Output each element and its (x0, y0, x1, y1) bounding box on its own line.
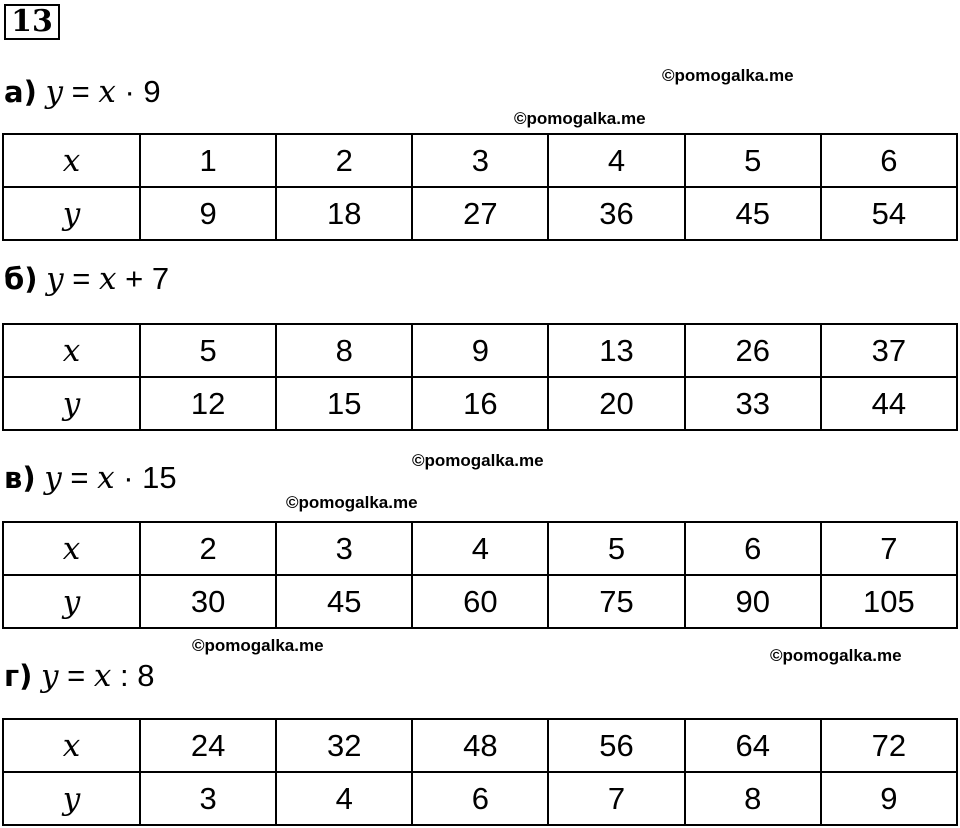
operator: · (123, 460, 134, 495)
argument-var: x (99, 261, 117, 297)
y-header-cell: y (3, 187, 140, 240)
y-value-cell: 4 (276, 772, 412, 825)
x-value-cell: 26 (685, 324, 821, 377)
equals-sign: = (72, 261, 91, 296)
y-value-cell: 60 (412, 575, 548, 628)
y-value-cell: 9 (821, 772, 957, 825)
y-value-cell: 54 (821, 187, 957, 240)
table-row-y (3, 377, 957, 430)
x-value-cell: 37 (821, 324, 957, 377)
x-value-cell: 64 (685, 719, 821, 772)
operator: + (125, 261, 144, 296)
y-value-cell: 45 (276, 575, 412, 628)
x-value-cell: 3 (276, 522, 412, 575)
function-var: y (41, 658, 59, 694)
x-value-cell: 7 (821, 522, 957, 575)
y-header-cell: y (3, 377, 140, 430)
part-v-heading (4, 458, 177, 498)
x-value-cell: 5 (140, 324, 276, 377)
table-row-y (3, 575, 957, 628)
x-header-cell: x (3, 324, 140, 377)
part-g-table (2, 718, 958, 826)
table-row-x (3, 134, 957, 187)
argument-var: x (98, 74, 116, 110)
part-v-table (2, 521, 958, 629)
equals-sign: = (70, 460, 89, 495)
y-value-cell: 6 (412, 772, 548, 825)
y-header-cell: y (3, 575, 140, 628)
watermark: ©pomogalka.me (514, 109, 646, 128)
x-value-cell: 5 (548, 522, 684, 575)
function-var: y (44, 460, 62, 496)
exercise-number: 13 (4, 4, 60, 40)
equals-sign: = (71, 74, 90, 109)
x-value-cell: 13 (548, 324, 684, 377)
x-value-cell: 4 (548, 134, 684, 187)
x-value-cell: 8 (276, 324, 412, 377)
watermark: ©pomogalka.me (770, 646, 902, 665)
watermark: ©pomogalka.me (662, 66, 794, 85)
x-header-cell: x (3, 719, 140, 772)
y-value-cell: 16 (412, 377, 548, 430)
argument-var: x (97, 460, 115, 496)
equals-sign: = (67, 658, 86, 693)
x-header-cell: x (3, 522, 140, 575)
part-label: а) (4, 75, 37, 109)
x-value-cell: 5 (685, 134, 821, 187)
y-value-cell: 20 (548, 377, 684, 430)
y-value-cell: 45 (685, 187, 821, 240)
watermark: ©pomogalka.me (412, 451, 544, 470)
y-value-cell: 75 (548, 575, 684, 628)
x-value-cell: 6 (685, 522, 821, 575)
table-row-x (3, 324, 957, 377)
table-row-y (3, 187, 957, 240)
part-g-heading (4, 656, 155, 696)
y-value-cell: 9 (140, 187, 276, 240)
part-b-heading (4, 259, 169, 299)
x-value-cell: 48 (412, 719, 548, 772)
function-var: y (45, 74, 63, 110)
y-value-cell: 8 (685, 772, 821, 825)
table-row-y (3, 772, 957, 825)
x-value-cell: 56 (548, 719, 684, 772)
y-value-cell: 105 (821, 575, 957, 628)
y-header-cell: y (3, 772, 140, 825)
x-header-cell: x (3, 134, 140, 187)
x-value-cell: 9 (412, 324, 548, 377)
operand: 15 (142, 460, 177, 495)
y-value-cell: 36 (548, 187, 684, 240)
watermark: ©pomogalka.me (192, 636, 324, 655)
y-value-cell: 33 (685, 377, 821, 430)
part-a-table (2, 133, 958, 241)
x-value-cell: 2 (276, 134, 412, 187)
x-value-cell: 24 (140, 719, 276, 772)
argument-var: x (93, 658, 112, 694)
y-value-cell: 90 (685, 575, 821, 628)
x-value-cell: 72 (821, 719, 957, 772)
x-value-cell: 3 (412, 134, 548, 187)
x-value-cell: 32 (276, 719, 412, 772)
y-value-cell: 44 (821, 377, 957, 430)
y-value-cell: 3 (140, 772, 276, 825)
part-a-heading (4, 72, 161, 112)
table-row-x (3, 522, 957, 575)
y-value-cell: 27 (412, 187, 548, 240)
y-value-cell: 18 (276, 187, 412, 240)
x-value-cell: 1 (140, 134, 276, 187)
operator: · (124, 74, 135, 109)
x-value-cell: 4 (412, 522, 548, 575)
watermark: ©pomogalka.me (286, 493, 418, 512)
part-label: г) (4, 659, 33, 693)
y-value-cell: 7 (548, 772, 684, 825)
operand: 7 (151, 261, 170, 296)
function-var: y (46, 261, 64, 297)
operator: : (120, 658, 129, 693)
part-label: б) (4, 262, 38, 296)
y-value-cell: 15 (276, 377, 412, 430)
part-b-table (2, 323, 958, 431)
x-value-cell: 2 (140, 522, 276, 575)
y-value-cell: 12 (140, 377, 276, 430)
part-label: в) (4, 461, 36, 495)
table-row-x (3, 719, 957, 772)
operand: 8 (137, 658, 155, 693)
x-value-cell: 6 (821, 134, 957, 187)
y-value-cell: 30 (140, 575, 276, 628)
operand: 9 (143, 74, 161, 109)
